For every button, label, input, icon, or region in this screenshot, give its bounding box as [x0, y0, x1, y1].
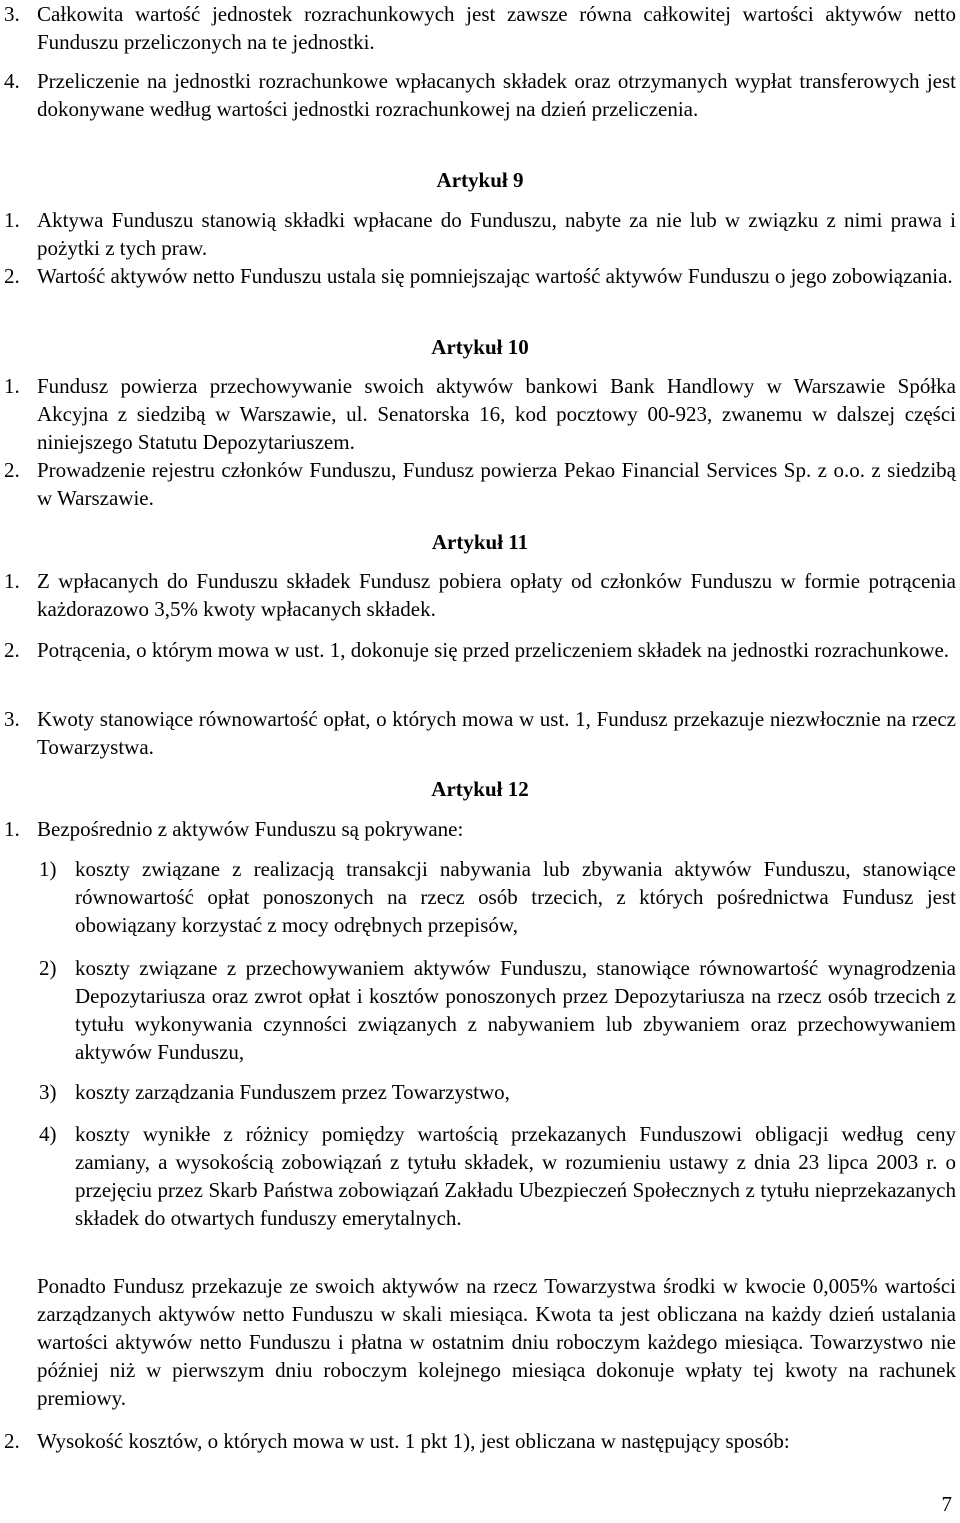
page-number: 7 — [941, 1492, 952, 1516]
list-item — [4, 636, 956, 664]
item-text: Przeliczenie na jednostki rozrachunkowe wpłacanych składek oraz otrzymanych wypłat transferowych jest dokonywane według wartości jednostki rozrachunkowej na dzień przeliczenia. — [37, 69, 956, 121]
sub-item-number: 1) — [39, 857, 57, 881]
list-item — [4, 372, 956, 456]
article-heading: Artykuł 9 — [436, 168, 524, 192]
item-text: Wysokość kosztów, o których mowa w ust. 1 pkt 1), jest obliczana w następujący sposób: — [37, 1429, 790, 1453]
item-text: Wartość aktywów netto Funduszu ustala się pomniejszając wartość aktywów Funduszu o jego zobowiązania. — [37, 264, 953, 288]
paragraph: Ponadto Fundusz przekazuje ze swoich aktywów na rzecz Towarzystwa środki w kwocie 0,005% wartości zarządzanych aktywów netto Funduszu w skali miesiąca. Kwota ta jest obliczana na każdy dzień ustalania wartości aktywów netto Funduszu i płatna w ostatnim dniu roboczym każdego miesiąca. Towarzystwo nie później niż w pierwszym dniu roboczym kolejnego miesiąca dokonuje wpłaty tej kwoty na rachunek premiowy. — [37, 1274, 956, 1410]
item-number: 2. — [4, 638, 20, 662]
item-text: Potrącenia, o którym mowa w ust. 1, dokonuje się przed przeliczeniem składek na jednostki rozrachunkowe. — [37, 638, 950, 662]
item-number: 2. — [4, 264, 20, 288]
item-text: Fundusz powierza przechowywanie swoich aktywów bankowi Bank Handlowy w Warszawie Spółka Akcyjna z siedzibą w Warszawie, ul. Senatorska 16, kod pocztowy 00-923, zwanemu w dalszej części niniejszego Statutu Depozytariuszem. — [37, 374, 956, 454]
item-text: Z wpłacanych do Funduszu składek Fundusz pobiera opłaty od członków Funduszu w formie potrącenia każdorazowo 3,5% kwoty wpłacanych składek. — [37, 569, 956, 621]
item-text: Bezpośrednio z aktywów Funduszu są pokrywane: — [37, 817, 464, 841]
sub-item-number: 3) — [39, 1080, 57, 1104]
article-heading: Artykuł 10 — [431, 335, 529, 359]
item-number: 1. — [4, 817, 20, 841]
article-heading: Artykuł 11 — [431, 530, 529, 554]
item-number: 1. — [4, 374, 20, 398]
item-number: 1. — [4, 569, 20, 593]
sub-list-item — [39, 1120, 956, 1232]
list-item — [4, 1427, 956, 1455]
sub-item-text: koszty zarządzania Funduszem przez Towarzystwo, — [75, 1080, 510, 1104]
list-item — [4, 262, 956, 290]
list-item — [4, 456, 956, 512]
sub-item-text: koszty związane z realizacją transakcji nabywania lub zbywania aktywów Funduszu, stanowiące równowartość opłat ponoszonych na rzecz osób trzecich, z których pośrednictwa Fundusz jest obowiązany korzystać z mocy odrębnych przepisów, — [75, 857, 956, 937]
item-text: Aktywa Funduszu stanowią składki wpłacane do Funduszu, nabyte za nie lub w związku z nimi prawa i pożytki z tych praw. — [37, 208, 956, 260]
sub-list-item — [39, 855, 956, 939]
sub-item-number: 4) — [39, 1122, 57, 1146]
item-number: 2. — [4, 1429, 20, 1453]
item-number: 2. — [4, 458, 20, 482]
sub-item-text: koszty wynikłe z różnicy pomiędzy wartością przekazanych Funduszowi obligacji według ceny zamiany, a wysokością zobowiązań z tytułu składek, w rozumieniu ustawy z dnia 23 lipca 2003 r. o przejęciu przez Skarb Państwa zobowiązań Zakładu Ubezpieczeń Społecznych z tytułu nieprzekazanych składek do otwartych funduszy emerytalnych. — [75, 1122, 956, 1230]
list-item — [4, 815, 956, 843]
item-text: Prowadzenie rejestru członków Funduszu, Fundusz powierza Pekao Financial Services Sp. z o.o. z siedzibą w Warszawie. — [37, 458, 956, 510]
item-number: 4. — [4, 69, 20, 93]
sub-item-number: 2) — [39, 956, 57, 980]
item-text: Całkowita wartość jednostek rozrachunkowych jest zawsze równa całkowitej wartości aktywów netto Funduszu przeliczonych na te jednostki. — [37, 2, 956, 54]
item-number: 3. — [4, 707, 20, 731]
list-item — [4, 567, 956, 623]
item-number: 1. — [4, 208, 20, 232]
list-item — [4, 67, 956, 123]
sub-list-item — [39, 1078, 956, 1106]
article-heading: Artykuł 12 — [431, 777, 529, 801]
item-number: 3. — [4, 2, 20, 26]
list-item — [4, 705, 956, 761]
sub-item-text: koszty związane z przechowywaniem aktywów Funduszu, stanowiące równowartość wynagrodzenia Depozytariusza oraz zwrot opłat i kosztów ponoszonych przez Depozytariusza na rzecz osób trzecich z tytułu wykonywania czynności związanych z nabywaniem lub zbywaniem oraz przechowywaniem aktywów Funduszu, — [75, 956, 956, 1064]
item-text: Kwoty stanowiące równowartość opłat, o których mowa w ust. 1, Fundusz przekazuje niezwłocznie na rzecz Towarzystwa. — [37, 707, 956, 759]
sub-list-item — [39, 954, 956, 1066]
list-item — [4, 0, 956, 56]
list-item — [4, 206, 956, 262]
